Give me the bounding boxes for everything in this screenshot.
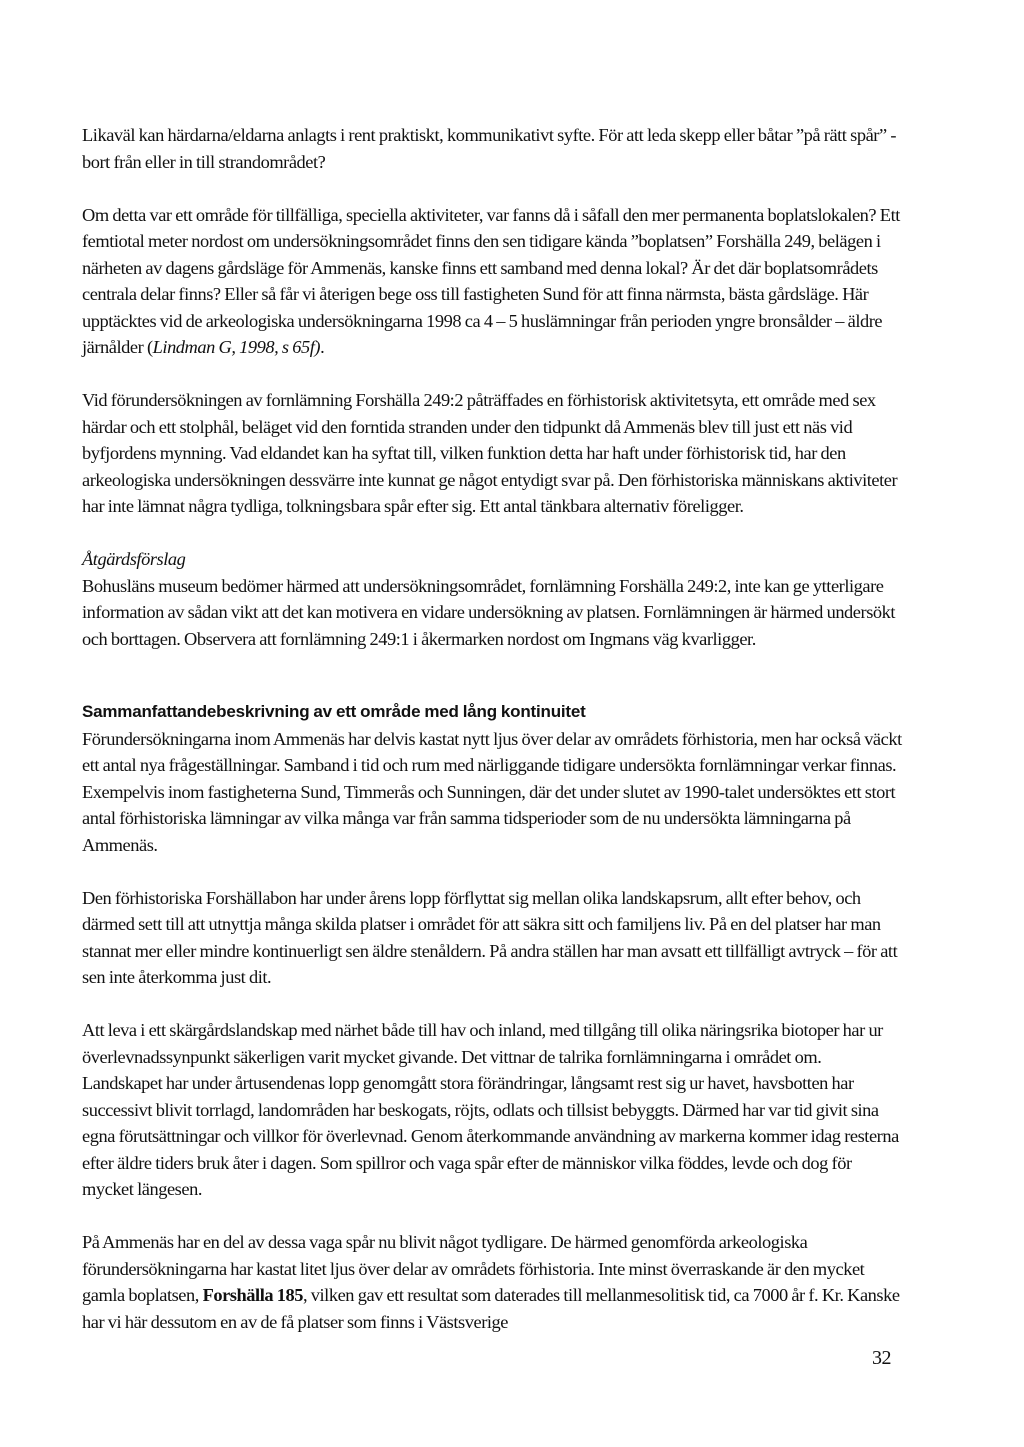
paragraph-5: Förundersökningarna inom Ammenäs har delvis kastat nytt ljus över delar av områdets förhistoria, men har också väckt ett antal nya frågeställningar. Samband i tid och rum med närliggande tidigare undersökta fornlämningar verkar finnas. Exempelvis inom fastigheterna Sund, Timmerås och Sunningen, där det under slutet av 1990-talet undersöktes ett stort antal förhistoriska lämningar av vilka många var från samma tidsperioder som de nu undersökta lämningarna på Ammenäs. bbox=[82, 728, 902, 855]
paragraph-6: Den förhistoriska Forshällabon har under årens lopp förflyttat sig mellan olika landskapsrum, allt efter behov, och därmed sett till att utnyttja många skilda platser i området för att säkra sitt och familjens liv. På en del platser har man stannat mer eller mindre kontinuerligt sen äldre stenåldern. På andra ställen har man avsatt ett tillfälligt avtryck – för att sen inte återkomma just dit. bbox=[82, 887, 898, 987]
paragraph-7: Att leva i ett skärgårdslandskap med närhet både till hav och inland, med tillgång till olika näringsrika biotoper har ur överlevnadssynpunkt säkerligen varit mycket givande. Det vittnar de talrika fornlämningarna i området om. Landskapet har under årtusendenas lopp genomgått stora förändringar, långsamt rest sig ur havet, havsbotten har successivt blivit torrlagd, landområden har beskogats, röjts, odlats och tillsist bebyggts. Därmed har var tid givit sina egna förutsättningar och villkor för överlevnad. Genom återkommande användning av markerna kommer idag resterna efter äldre tiders bruk åter i dagen. Som spillror och vaga spår efter de människor vilka föddes, levde och dog för mycket längesen. bbox=[82, 1020, 899, 1199]
paragraph-2-text: Om detta var ett område för tillfälliga, speciella aktiviteter, var fanns då i såfall den mer permanenta boplatslokalen? Ett femtiotal meter nordost om undersökningsområdet finns den sen tidigare kända ”boplatsen” Forshälla 249, belägen i närheten av dagens gårdsläge för Ammenäs, kanske finns ett samband med denna lokal? Är det där boplatsområdets centrala delar finns? Eller så får vi återigen bege oss till fastigheten Sund för att finna närmsta, bästa gårdsläge. Här upptäcktes vid de arkeologiska undersökningarna 1998 ca 4 – 5 huslämningar från perioden yngre bronsålder – äldre järnålder ( bbox=[82, 204, 900, 357]
paragraph-8-text: På Ammenäs har en del av dessa vaga spår nu blivit något tydligare. De härmed genomförda arkeologiska förundersökningarna har kastat litet ljus över delar av områdets förhistoria. Inte minst överraskande är den mycket gamla boplatsen, bbox=[82, 1232, 865, 1305]
paragraph-8 bbox=[82, 1229, 902, 1335]
site-name: Forshälla 185 bbox=[202, 1285, 303, 1305]
paragraph-1: Likaväl kan härdarna/eldarna anlagts i rent praktiskt, kommunikativt syfte. För att leda skepp eller båtar ”på rätt spår” - bort från eller in till strandområdet? bbox=[82, 125, 896, 172]
section-subheading: Åtgärdsförslag bbox=[82, 549, 186, 569]
document-body bbox=[82, 122, 902, 1335]
page-number: 32 bbox=[872, 1347, 892, 1369]
paragraph-4: Bohusläns museum bedömer härmed att undersökningsområdet, fornlämning Forshälla 249:2, inte kan ge ytterligare information av sådan vikt att det kan motivera en vidare undersökning av platsen. Fornlämningen är härmed undersökt och borttagen. Observera att fornlämning 249:1 i åkermarken nordost om Ingmans väg kvarligger. bbox=[82, 575, 896, 649]
paragraph-2-end: . bbox=[320, 337, 325, 357]
paragraph-8-end: , vilken gav ett resultat som daterades till mellanmesolitisk tid, ca 7000 år f. Kr. Kanske har vi här dessutom en av de få platser som finns i Västsverige bbox=[82, 1285, 900, 1332]
paragraph-3: Vid förundersökningen av fornlämning Forshälla 249:2 påträffades en förhistorisk aktivitetsyta, ett område med sex härdar och ett stolphål, beläget vid den forntida stranden under den tidpunkt då Ammenäs blev till just ett näs vid byfjordens mynning. Vad eldandet kan ha syftat till, vilken funktion detta har haft under förhistorisk tid, har den arkeologiska undersökningen dessvärre inte kunnat ge något entydigt svar på. Den förhistoriska människans aktiviteter har inte lämnat några tydliga, tolkningsbara spår efter sig. Ett antal tänkbara alternativ föreligger. bbox=[82, 390, 898, 516]
citation: Lindman G, 1998, s 65f) bbox=[152, 337, 321, 357]
paragraph-2 bbox=[82, 202, 902, 361]
section-heading: Sammanfattandebeskrivning av ett område med lång kontinuitet bbox=[82, 702, 586, 721]
